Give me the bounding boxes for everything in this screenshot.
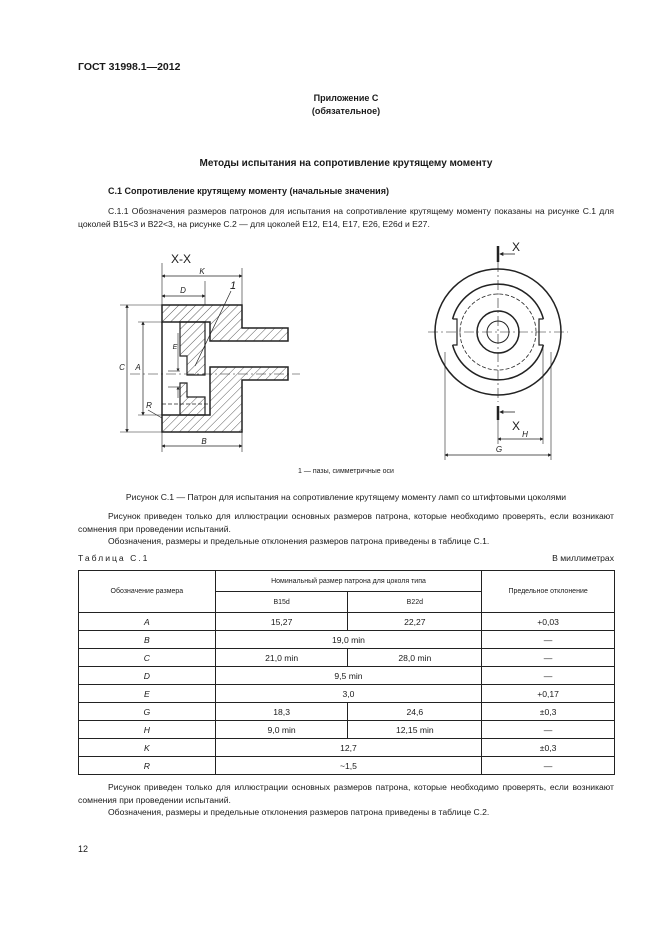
- cell-both: 12,7: [215, 739, 481, 757]
- cell-both: ~1,5: [215, 757, 481, 775]
- cell-tolerance: —: [482, 757, 615, 775]
- table-row: [79, 721, 615, 739]
- standard-number: ГОСТ 31998.1—2012: [78, 61, 181, 73]
- header-designation: Обозначение размера: [79, 571, 216, 613]
- cell-symbol: A: [79, 613, 216, 631]
- section-mark-bottom: X: [511, 419, 521, 433]
- section-view: [120, 263, 300, 452]
- note-3: Рисунок приведен только для иллюстрации основных размеров патрона, которые необходимо проверять, если возникают сомнения при проведении испытаний.: [78, 782, 614, 805]
- cell-symbol: B: [79, 631, 216, 649]
- dim-label-e: E: [172, 344, 178, 351]
- paragraph-1: С.1.1 Обозначения размеров патронов для испытания на сопротивление крутящему моменту показаны на рисунке С.1 для цоколей B15<3 и B22<3, на рисунке С.2 — для цоколей E12, E14, E17, E26, E26d и E27.: [78, 206, 614, 229]
- cell-b15d: 18,3: [215, 703, 348, 721]
- cell-symbol: K: [79, 739, 216, 757]
- cell-tolerance: +0,03: [482, 613, 615, 631]
- cell-tolerance: ±0,3: [482, 739, 615, 757]
- cell-symbol: E: [79, 685, 216, 703]
- note-1: Рисунок приведен только для иллюстрации основных размеров патрона, которые необходимо проверять, если возникают сомнения при проведении испытаний.: [78, 511, 614, 534]
- cell-tolerance: —: [482, 721, 615, 739]
- page-number: 12: [78, 844, 89, 854]
- table-row: [79, 631, 615, 649]
- cell-b22d: 24,6: [348, 703, 482, 721]
- cell-symbol: R: [79, 757, 216, 775]
- dim-label-b: B: [201, 437, 207, 446]
- dim-label-h: H: [522, 430, 528, 439]
- header-b22d: B22d: [348, 592, 482, 613]
- header-tolerance: Предельное отклонение: [482, 571, 615, 613]
- table-row: [79, 667, 615, 685]
- cell-symbol: G: [79, 703, 216, 721]
- dim-label-k: K: [199, 267, 205, 276]
- section-mark-top: X: [511, 240, 521, 254]
- cell-symbol: D: [79, 667, 216, 685]
- cell-tolerance: —: [482, 631, 615, 649]
- table-units: В миллиметрах: [552, 553, 614, 563]
- dim-label-c: C: [119, 363, 125, 372]
- cell-both: 9,5 min: [215, 667, 481, 685]
- cell-b22d: 28,0 min: [348, 649, 482, 667]
- table-row: [79, 757, 615, 775]
- section-heading: С.1 Сопротивление крутящему моменту (начальные значения): [108, 186, 389, 196]
- cell-symbol: H: [79, 721, 216, 739]
- figure-caption: Рисунок С.1 — Патрон для испытания на сопротивление крутящему моменту ламп со штифтовыми цоколями: [125, 492, 567, 502]
- pin-slot-bottom: [180, 383, 205, 415]
- cell-both: 19,0 min: [215, 631, 481, 649]
- note-4: Обозначения, размеры и предельные отклонения размеров патрона приведены в таблице С.2.: [108, 807, 490, 817]
- cell-both: 3,0: [215, 685, 481, 703]
- cell-tolerance: —: [482, 649, 615, 667]
- dim-label-r: R: [146, 401, 152, 410]
- cell-tolerance: —: [482, 667, 615, 685]
- cell-tolerance: ±0,3: [482, 703, 615, 721]
- figure-legend: 1 — пазы, симметричные оси: [298, 468, 394, 475]
- header-nominal: Номинальный размер патрона для цоколя типа: [215, 571, 481, 592]
- cell-tolerance: +0,17: [482, 685, 615, 703]
- table-caption: Таблица С.1: [78, 553, 150, 563]
- header-b15d: B15d: [215, 592, 348, 613]
- appendix-subtitle: (обязательное): [311, 106, 381, 116]
- cell-b15d: 21,0 min: [215, 649, 348, 667]
- main-title: Методы испытания на сопротивление крутящему моменту: [199, 158, 493, 169]
- dim-label-g: G: [495, 445, 503, 454]
- dim-label-a: A: [135, 363, 141, 372]
- cell-b15d: 15,27: [215, 613, 348, 631]
- dimensions-table: [78, 570, 615, 775]
- callout-1: 1: [229, 280, 237, 292]
- table-row: [79, 739, 615, 757]
- appendix-title: Приложение С: [313, 93, 379, 103]
- table-row: [79, 703, 615, 721]
- plan-view: [428, 246, 568, 460]
- cell-symbol: C: [79, 649, 216, 667]
- dim-label-d: D: [180, 286, 186, 295]
- pin-slot-top: [180, 322, 205, 375]
- table-row: [79, 613, 615, 631]
- table-row: [79, 649, 615, 667]
- cell-b22d: 22,27: [348, 613, 482, 631]
- cell-b15d: 9,0 min: [215, 721, 348, 739]
- cell-b22d: 12,15 min: [348, 721, 482, 739]
- note-2: Обозначения, размеры и предельные отклонения размеров патрона приведены в таблице С.1.: [108, 536, 490, 546]
- table-row: [79, 685, 615, 703]
- section-label: X-X: [170, 252, 192, 266]
